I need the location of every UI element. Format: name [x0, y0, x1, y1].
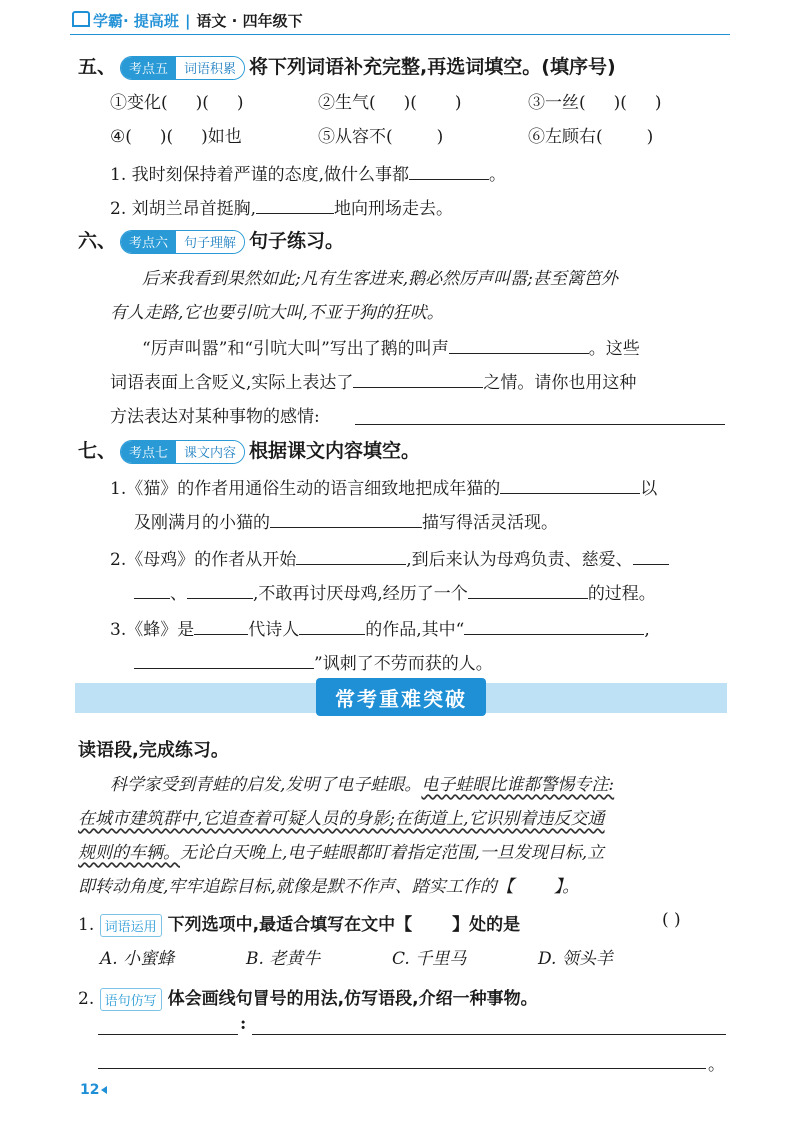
answer-blank[interactable] — [464, 617, 644, 635]
answer-line[interactable] — [98, 1034, 238, 1035]
section-5-tag — [120, 56, 245, 80]
reading-line-3: 规则的车辆。无论白天晚上,电子蛙眼都盯着指定范围,一旦发现目标,立 — [78, 843, 605, 863]
end-mark: 。 — [708, 1055, 725, 1075]
tag-topic: 课文内容 — [176, 441, 244, 463]
s6-question-line-3: 方法表达对某种事物的感情: — [110, 407, 320, 427]
s6-passage-line-1: 后来我看到果然如此;凡有生客进来,鹅必然厉声叫嚣;甚至篱笆外 — [142, 269, 618, 289]
section-6-tag — [120, 230, 245, 254]
answer-blank[interactable] — [299, 617, 365, 635]
word-5[interactable]: ⑤从容不( ) — [318, 127, 444, 147]
tag-label: 考点七 — [121, 441, 176, 463]
arrow-left-icon — [101, 1086, 107, 1094]
section-5-heading — [78, 52, 616, 80]
word-4[interactable]: ④( )( )如也 — [110, 127, 242, 147]
s5-question-2: 2. 刘胡兰昂首挺胸, 地向刑场走去。 — [110, 194, 453, 219]
answer-blank[interactable] — [296, 547, 406, 565]
reading-line-4: 即转动角度,牢牢追踪目标,就像是默不作声、踏实工作的【 】。 — [78, 877, 580, 897]
answer-blank[interactable] — [449, 336, 589, 354]
s7-q1-line-1: 1.《猫》的作者用通俗生动的语言细致地把成年猫的 以 — [110, 474, 657, 499]
section-6-number: 六、 — [78, 230, 117, 252]
answer-blank[interactable] — [134, 581, 170, 599]
reading-question-2: 2. 语句仿写 体会画线句冒号的用法,仿写语段,介绍一种事物。 — [78, 989, 538, 1009]
option-c[interactable]: C. 千里马 — [392, 949, 467, 969]
section-6-heading — [78, 226, 344, 254]
reading-line-1: 科学家受到青蛙的启发,发明了电子蛙眼。电子蛙眼比谁都警惕专注: — [110, 775, 615, 795]
option-a[interactable]: A. 小蜜蜂 — [100, 949, 175, 969]
section-6-title: 句子练习。 — [249, 230, 345, 252]
answer-blank[interactable] — [409, 162, 489, 180]
word-1[interactable]: ①变化( )( ) — [110, 93, 244, 113]
page-number: 12 — [80, 1082, 107, 1098]
section-5-number: 五、 — [78, 56, 117, 78]
question-tag: 词语运用 — [100, 914, 162, 937]
answer-paren[interactable]: ( ) — [662, 910, 681, 930]
tag-topic: 句子理解 — [176, 231, 244, 253]
answer-blank[interactable] — [134, 651, 314, 669]
word-3[interactable]: ③一丝( )( ) — [528, 93, 662, 113]
section-7-title: 根据课文内容填空。 — [249, 440, 421, 462]
reading-question-1: 1. 词语运用 下列选项中,最适合填写在文中【 】处的是 — [78, 915, 521, 935]
s7-q2-line-1: 2.《母鸡》的作者从开始 ,到后来认为母鸡负责、慈爱、 — [110, 545, 669, 570]
answer-blank[interactable] — [194, 617, 248, 635]
answer-line[interactable] — [355, 424, 725, 425]
question-tag: 语句仿写 — [100, 988, 162, 1011]
answer-blank[interactable] — [270, 510, 422, 528]
header-rule — [70, 34, 730, 35]
s5-question-1: 1. 我时刻保持着严谨的态度,做什么事都 。 — [110, 160, 506, 185]
answer-blank[interactable] — [633, 547, 669, 565]
book-icon — [72, 11, 90, 27]
s6-passage-line-2: 有人走路,它也要引吭大叫,不亚于狗的狂吠。 — [110, 303, 444, 323]
s7-q1-line-2: 及刚满月的小猫的 描写得活灵活现。 — [134, 508, 558, 533]
tag-topic: 词语积累 — [176, 57, 244, 79]
reading-title: 读语段,完成练习。 — [78, 740, 229, 761]
answer-blank[interactable] — [187, 581, 253, 599]
section-7-heading — [78, 436, 420, 464]
answer-blank[interactable] — [353, 370, 483, 388]
header-series: · 提高班 — [123, 12, 179, 30]
section-7-number: 七、 — [78, 440, 117, 462]
answer-line[interactable] — [252, 1034, 726, 1035]
header-subject: 语文 · 四年级下 — [196, 12, 303, 30]
header-brand: 学霸 — [93, 12, 124, 30]
answer-blank[interactable] — [500, 476, 640, 494]
word-2[interactable]: ②生气( )( ) — [318, 93, 462, 113]
s6-question-line-2: 词语表面上含贬义,实际上表达了 之情。请你也用这种 — [110, 368, 636, 393]
s7-q2-line-2: 、 ,不敢再讨厌母鸡,经历了一个 的过程。 — [134, 579, 656, 604]
word-6[interactable]: ⑥左顾右( ) — [528, 127, 654, 147]
section-7-tag — [120, 440, 245, 464]
colon-mark: : — [240, 1014, 247, 1034]
answer-blank[interactable] — [256, 196, 334, 214]
page-header: 学霸· 提高班 | 语文 · 四年级下 — [72, 10, 303, 31]
answer-blank[interactable] — [468, 581, 588, 599]
section-5-title: 将下列词语补充完整,再选词填空。(填序号) — [249, 56, 616, 78]
s6-question-line-1: “厉声叫嚣”和“引吭大叫”写出了鹅的叫声 。这些 — [142, 334, 640, 359]
s7-q3-line-1: 3.《蜂》是 代诗人 的作品,其中“ , — [110, 615, 650, 640]
option-d[interactable]: D. 领头羊 — [538, 949, 613, 969]
tag-label: 考点五 — [121, 57, 176, 79]
option-b[interactable]: B. 老黄牛 — [246, 949, 321, 969]
s7-q3-line-2: ”讽刺了不劳而获的人。 — [134, 649, 493, 674]
reading-line-2: 在城市建筑群中,它追查着可疑人员的身影;在街道上,它识别着违反交通 — [78, 809, 605, 829]
answer-line[interactable] — [98, 1068, 706, 1069]
tag-label: 考点六 — [121, 231, 176, 253]
band-title: 常考重难突破 — [316, 678, 486, 716]
